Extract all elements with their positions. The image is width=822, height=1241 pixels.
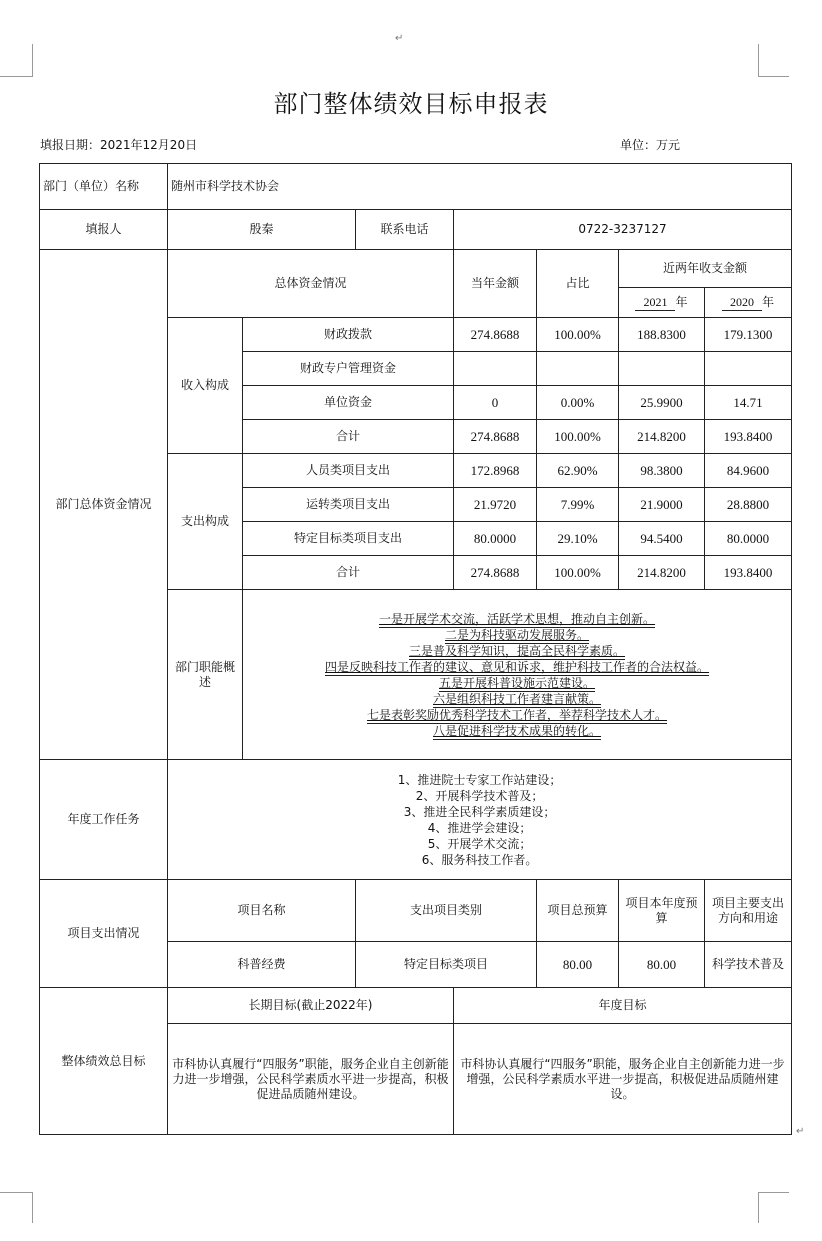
row-name: 特定目标类项目支出 bbox=[243, 522, 454, 556]
functions-list bbox=[243, 590, 792, 760]
dept-row bbox=[40, 164, 792, 210]
list-item: 一是开展学术交流，活跃学术思想，推动自主创新。 bbox=[379, 611, 656, 626]
list-item: 2、开展科学技术普及； bbox=[415, 788, 544, 803]
row-name: 财政拨款 bbox=[243, 318, 454, 352]
y2020-cell: 84.9600 bbox=[705, 454, 792, 488]
y2021-cell: 214.8200 bbox=[619, 420, 705, 454]
list-item: 4、推进学会建设； bbox=[427, 820, 532, 835]
list-item: 六是组织科技工作者建言献策。 bbox=[433, 691, 602, 706]
fill-date: 填报日期：2021年12月20日 bbox=[40, 138, 198, 152]
y2021-cell: 214.8200 bbox=[619, 556, 705, 590]
long-goal-text: 市科协认真履行“四服务”职能，服务企业自主创新能力进一步增强，公民科学素质水平进一步提高，积极促进品质随州建设。 bbox=[168, 1024, 454, 1135]
year-2021: 2021 bbox=[635, 295, 675, 311]
project-type: 特定目标类项目 bbox=[356, 942, 537, 988]
paragraph-mark-end: ↵ bbox=[796, 1126, 805, 1137]
crop-mark-bottom-left bbox=[0, 1192, 33, 1223]
row-name: 合计 bbox=[243, 420, 454, 454]
y2020-cell: 28.8800 bbox=[705, 488, 792, 522]
ratio-cell: 62.90% bbox=[537, 454, 619, 488]
year-2021-header bbox=[619, 288, 705, 318]
funds-section-label: 部门总体资金情况 bbox=[40, 250, 168, 760]
amount-cell: 274.8688 bbox=[454, 318, 537, 352]
list-item: 3、推进全民科学素质建设； bbox=[403, 804, 556, 819]
phone-label: 联系电话 bbox=[356, 210, 454, 250]
y2020-cell: 193.8400 bbox=[705, 556, 792, 590]
y2021-cell: 25.9900 bbox=[619, 386, 705, 420]
amount-cell: 274.8688 bbox=[454, 420, 537, 454]
filler-row bbox=[40, 210, 792, 250]
amount-cell bbox=[454, 352, 537, 386]
project-total: 80.00 bbox=[537, 942, 619, 988]
amount-cell: 21.9720 bbox=[454, 488, 537, 522]
y2020-cell: 14.71 bbox=[705, 386, 792, 420]
year-goal-label: 年度目标 bbox=[454, 988, 792, 1024]
long-goal-label: 长期目标(截止2022年) bbox=[168, 988, 454, 1024]
col-project-name: 项目名称 bbox=[168, 880, 356, 942]
amount-cell: 80.0000 bbox=[454, 522, 537, 556]
ratio-label: 占比 bbox=[537, 250, 619, 318]
ratio-cell: 7.99% bbox=[537, 488, 619, 522]
expense-label: 支出构成 bbox=[168, 454, 243, 590]
list-item: 八是促进科学技术成果的转化。 bbox=[433, 723, 602, 738]
dept-label: 部门（单位）名称 bbox=[40, 164, 168, 210]
projects-header-row bbox=[40, 880, 792, 942]
filler-value: 殷秦 bbox=[168, 210, 356, 250]
paragraph-mark-top: ↵ bbox=[395, 33, 404, 44]
project-year: 80.00 bbox=[619, 942, 705, 988]
y2020-cell: 80.0000 bbox=[705, 522, 792, 556]
year-2020: 2020 bbox=[722, 295, 762, 311]
ratio-cell: 100.00% bbox=[537, 420, 619, 454]
col-project-type: 支出项目类别 bbox=[356, 880, 537, 942]
col-project-total: 项目总预算 bbox=[537, 880, 619, 942]
y2021-cell: 188.8300 bbox=[619, 318, 705, 352]
crop-mark-top-right bbox=[758, 44, 789, 77]
y2021-cell: 21.9000 bbox=[619, 488, 705, 522]
page-title: 部门整体绩效目标申报表 bbox=[273, 90, 549, 118]
row-name: 运转类项目支出 bbox=[243, 488, 454, 522]
ratio-cell: 100.00% bbox=[537, 318, 619, 352]
year-goal-text: 市科协认真履行“四服务”职能，服务企业自主创新能力进一步增强，公民科学素质水平进一步提高，积极促进品质随州建设。 bbox=[454, 1024, 792, 1135]
amount-cell: 172.8968 bbox=[454, 454, 537, 488]
funds-header-row bbox=[40, 250, 792, 288]
y2020-cell: 179.1300 bbox=[705, 318, 792, 352]
row-name: 单位资金 bbox=[243, 386, 454, 420]
crop-mark-bottom-right bbox=[758, 1192, 789, 1223]
goals-label: 整体绩效总目标 bbox=[40, 988, 168, 1135]
amount-cell: 274.8688 bbox=[454, 556, 537, 590]
project-use: 科学技术普及 bbox=[705, 942, 792, 988]
y2020-cell: 193.8400 bbox=[705, 420, 792, 454]
tasks-row bbox=[40, 760, 792, 880]
tasks-list bbox=[168, 760, 792, 880]
y2021-cell: 94.5400 bbox=[619, 522, 705, 556]
phone-value: 0722-3237127 bbox=[454, 210, 792, 250]
overall-funds-label: 总体资金情况 bbox=[168, 250, 454, 318]
year-suffix: 年 bbox=[762, 294, 775, 309]
list-item: 四是反映科技工作者的建议、意见和诉求，维护科技工作者的合法权益。 bbox=[325, 659, 710, 674]
list-item: 三是普及科学知识，提高全民科学素质。 bbox=[409, 643, 626, 658]
amount-cell: 0 bbox=[454, 386, 537, 420]
ratio-cell: 0.00% bbox=[537, 386, 619, 420]
goals-header-row bbox=[40, 988, 792, 1024]
dept-value: 随州市科学技术协会 bbox=[168, 164, 792, 210]
tasks-label: 年度工作任务 bbox=[40, 760, 168, 880]
y2021-cell bbox=[619, 352, 705, 386]
projects-label: 项目支出情况 bbox=[40, 880, 168, 988]
crop-mark-top-left bbox=[0, 44, 33, 77]
ratio-cell: 100.00% bbox=[537, 556, 619, 590]
col-project-use: 项目主要支出方向和用途 bbox=[705, 880, 792, 942]
ratio-cell bbox=[537, 352, 619, 386]
col-project-year: 项目本年度预算 bbox=[619, 880, 705, 942]
list-item: 二是为科技驱动发展服务。 bbox=[445, 627, 590, 642]
unit-label: 单位：万元 bbox=[620, 138, 681, 152]
y2020-cell bbox=[705, 352, 792, 386]
list-item: 6、服务科技工作者。 bbox=[421, 852, 538, 867]
ratio-cell: 29.10% bbox=[537, 522, 619, 556]
row-name: 合计 bbox=[243, 556, 454, 590]
row-name: 人员类项目支出 bbox=[243, 454, 454, 488]
list-item: 1、推进院士专家工作站建设； bbox=[397, 772, 562, 787]
recent-years-label: 近两年收支金额 bbox=[619, 250, 792, 288]
project-name: 科普经费 bbox=[168, 942, 356, 988]
year-2020-header bbox=[705, 288, 792, 318]
performance-form-table bbox=[39, 163, 792, 1135]
y2021-cell: 98.3800 bbox=[619, 454, 705, 488]
list-item: 七是表彰奖励优秀科学技术工作者，举荐科学技术人才。 bbox=[367, 707, 668, 722]
row-name: 财政专户管理资金 bbox=[243, 352, 454, 386]
list-item: 5、开展学术交流； bbox=[427, 836, 532, 851]
current-amount-label: 当年金额 bbox=[454, 250, 537, 318]
year-suffix: 年 bbox=[675, 294, 688, 309]
list-item: 五是开展科普设施示范建设。 bbox=[439, 675, 596, 690]
income-label: 收入构成 bbox=[168, 318, 243, 454]
filler-label: 填报人 bbox=[40, 210, 168, 250]
functions-label: 部门职能概述 bbox=[168, 590, 243, 760]
